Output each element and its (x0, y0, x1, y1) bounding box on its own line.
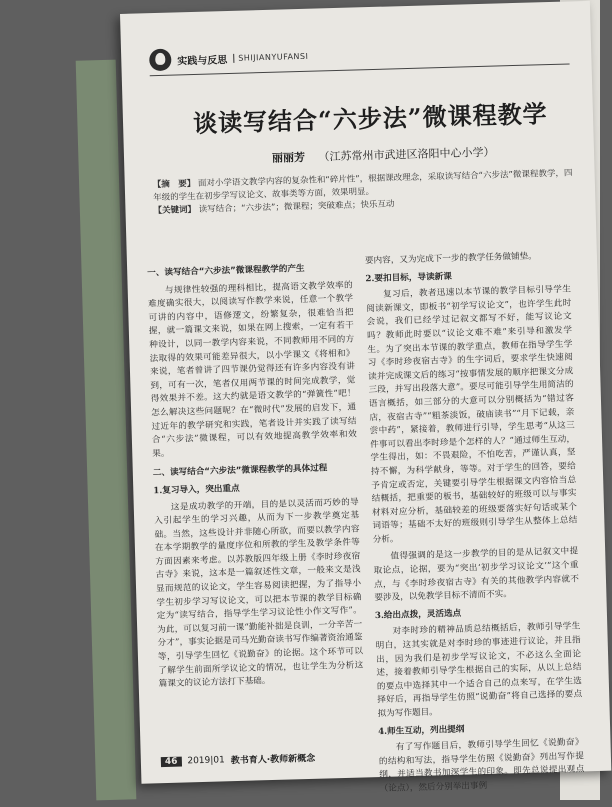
keywords-text: 读写结合；“六步法”；微课程；突破难点；快乐互动 (198, 199, 395, 215)
column-name-en: SHIJIANYUFANSI (233, 51, 308, 62)
column-logo-icon (149, 49, 172, 72)
column-name: 实践与反思 (177, 54, 228, 67)
paragraph: 要内容，又为完成下一步的教学任务做铺垫。 (364, 251, 537, 267)
subsection-heading: 4.师生互动，列出提纲 (377, 724, 465, 737)
right-column (365, 250, 585, 801)
left-column (147, 256, 364, 696)
keywords-label: 【关键词】 (153, 204, 197, 217)
document-page (120, 1, 611, 795)
subsection-heading: 3.给出点拨，灵活选点 (374, 608, 462, 621)
column-header (149, 45, 309, 71)
subsection-heading: 2.要扣目标，导读新课 (365, 271, 452, 284)
subsection-heading: 1.复习导入，突出重点 (153, 483, 240, 497)
paragraph: 对李时珍的精神品质总结概括后，教师引导学生明白，这其实就是对李时珍的事迹进行议论，并且指出，因为我们是初步学写议论文，不必这么全面论述，接着教师引导学生根据自己的实际，从以上总结的要点中选择其中一个适合自己的点来写，在学生选择好后，再指导学生仿照“说勤奋”将自己选择的要点拟为写作题目。 (375, 621, 583, 720)
paragraph: 与规律性较强的理科相比，提高语文教学效率的难度确实很大，以阅读写作教学来说，任意一个教学可讲的内容中，语修逻文，纷繁复杂，很难恰当把握，就一篇课文来说，如果在网上搜索，一定有若干种设计，以同一教学内容来说，不同教师用不同的方法取得的效果可能差异很大，以小学课文《将相和》来说，笔者曾讲了四节课仍觉得还有许多内容没有讲到，可有一次，笔者仅用两节课的时间完成教学，觉得效果并不差。这大约就是语文教学的“弹簧性”吧！怎么解决这些问题呢？在“微时代”发展的启发下，通过近年的教学研究和实践，笔者设计并实践了读写结合“六步法”微课程，可以有效地提高教学效率和效果。 (147, 280, 357, 459)
article-title: 谈读写结合“六步法”微课程教学 (192, 99, 548, 138)
abstract-label: 【摘 要】 (152, 178, 196, 191)
author-affiliation: （江苏常州市武进区洛阳中心小学） (318, 145, 495, 164)
section-heading: 一、读写结合“六步法”微课程教学的产生 (147, 263, 305, 279)
paragraph: 有了写作题目后，教师引导学生回忆《说勤奋》的结构和写法，指导学生仿照《说勤奋》列出写作提纲，并适当教书加深学生的印象。即先总说提出观点（论点），然后分别举出事例 (378, 737, 585, 795)
page-footer (161, 751, 316, 768)
author-line (272, 144, 495, 166)
author-name: 丽丽芳 (271, 150, 306, 165)
abstract-block (153, 167, 574, 218)
section-heading: 二、读写结合“六步法”微课程教学的具体过程 (152, 463, 328, 479)
paragraph: 值得强调的是这一步教学的目的是从记叙文中提取论点，论据，要为“突出‘初步学习议论文’”这个重点，与《李时珍夜宿古寺》有关的其他教学内容就不要涉及，以免教学目标不清而不实。 (373, 546, 580, 604)
journal-name: 教书育人·教师新概念 (230, 753, 316, 767)
page-number: 46 (161, 756, 182, 767)
abstract-text: 面对小学语文教学内容的复杂性和“碎片性”，根据课改理念，采取读写结合“六步法”微课程教学，四年级的学生在初步学写议论文、故事类等方面，效果明显。 (153, 168, 573, 204)
paragraph: 复习后，教者迅速以本节课的教学目标引导学生阅读新课文，即板书“初学写议论文”，也许学生此时会说，我们已经学过记叙文都写不好，能写议论文吗？教师此时要以“议论文难不难”来引导和激发学生。为了突出本节课的教学重点，教师在指导学生学习《李时珍夜宿古寺》的生字词后，要求学生快速阅读并完成课文后的练习“按事情发展的顺序把课文分成三段，并写出段落大意”。要尽可能引导学生用简洁的语言概括，如三部分的大意可以分别概括为“错过客店，夜宿古寺”“粗茶淡饭，破庙读书”“月下记载，亲尝中药”，紧接着，教师进行引导，学生思考“从这三件事可以看出李时珍是个怎样的人？”通过师生互动，学生得出，如：不畏艰险，不怕吃苦，严谨认真，坚持不懈，为科学献身，等等。对于学生的回答，要给予肯定或否定，关键要引导学生根据课文内容恰当总结概括，把重要的板书，基础较好的班级可以与事实材料对应分析，基础较差的班级要落实好句话或某个词语等；基础不太好的班级则引导学生从整体上总结分析。 (366, 284, 578, 546)
paragraph: 这是成功教学的开端，目的是以灵活而巧妙的导入引起学生的学习兴趣，从而为下一步教学奠定基础。当然，这些设计并非随心所欲，而要以教学内容在本学期教学的量度序位和所教的学生及教学条件等方面因素来考虑。以苏教版四年级上册《李时珍夜宿古寺》来说，这本是一篇叙述性文章，一般来文是浅显而规范的议论文，学生容易阅读把握，为了指导小学生初步学习写议论文，可以把本节课的教学目标确定为“读写结合，指导学生学习议论性小作文写作”。为此，可以复习前一课“勤能补拙是良训，一分辛苦一分才”，事实论据是司马光勤奋读书写作编著资治通鉴等，引导学生回忆《说勤奋》的论据。这个环节可以了解学生前面所学议论文的情况，也让学生为分析这篇课文的议论方法打下基础。 (154, 497, 364, 690)
issue-number: 2019|01 (187, 754, 225, 766)
